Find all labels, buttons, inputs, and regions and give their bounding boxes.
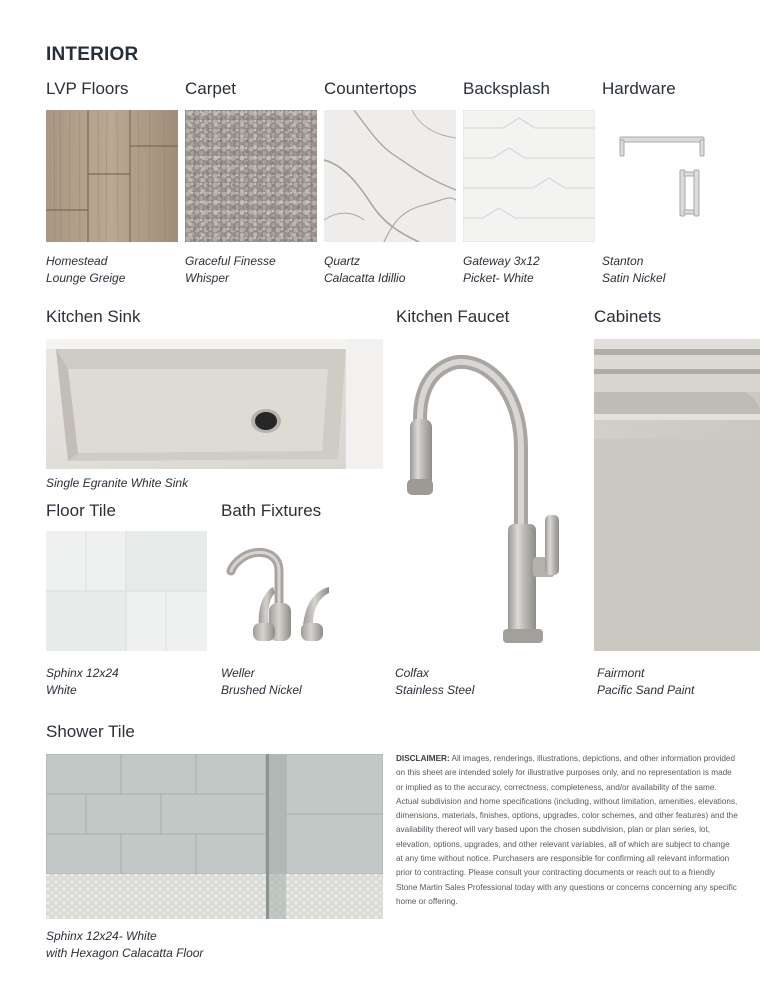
category-countertops: Countertops xyxy=(324,79,417,98)
kitchen-faucet-finish: Stainless Steel xyxy=(395,683,475,697)
category-carpet: Carpet xyxy=(185,79,237,98)
cabinets-color: Pacific Sand Paint xyxy=(597,683,695,697)
carpet-color: Whisper xyxy=(185,271,230,285)
bath-fixtures-finish: Brushed Nickel xyxy=(221,683,302,697)
hardware-caption xyxy=(602,253,665,287)
category-backsplash: Backsplash xyxy=(463,79,550,98)
disclaimer-text: All images, renderings, illustrations, depictions, and other information provided on this sheet are intended solely for illustrative purposes only, and no representation is made or implied as to the accuracy, correctness, completeness, and/or availability of the same. Actual subdivision and home specifications (including, without limitation, amenities, elevations, dimensions, materials, finishes, options, upgrades, color schemes, and other features) and the availability thereof will vary based upon the chosen subdivision, plan or plan series, lot, elevation, options, upgrades, and other relevant variables, all of which are subject to change at any time without notice. Purchasers are responsible for confirming all relevant information prior to contracting. Please consult your contracting documents or reach out to a friendly Stone Martin Sales Professional today with any questions or concerns concerning any specific home or offering. xyxy=(396,754,738,906)
bath-fixtures-name: Weller xyxy=(221,666,255,680)
countertop-color: Calacatta Idillio xyxy=(324,271,406,285)
floor-tile-swatch xyxy=(46,531,207,651)
lvp-floor-color: Lounge Greige xyxy=(46,271,126,285)
category-kitchen-sink: Kitchen Sink xyxy=(46,307,141,326)
category-lvp-floors: LVP Floors xyxy=(46,79,129,98)
floor-tile-color: White xyxy=(46,683,77,697)
kitchen-sink-name: Single Egranite White Sink xyxy=(46,476,189,490)
shower-tile-image xyxy=(46,754,383,919)
countertop-name: Quartz xyxy=(324,254,361,268)
category-bath-fixtures: Bath Fixtures xyxy=(221,501,322,520)
backsplash-name: Gateway 3x12 xyxy=(463,254,540,268)
category-kitchen-faucet: Kitchen Faucet xyxy=(396,307,510,326)
bath-fixture-image xyxy=(221,531,351,651)
kitchen-faucet-image xyxy=(395,339,580,651)
disclaimer xyxy=(396,752,738,909)
hardware-finish: Satin Nickel xyxy=(602,271,666,285)
floor-tile-name: Sphinx 12x24 xyxy=(46,666,119,680)
carpet-caption xyxy=(185,253,276,287)
countertop-caption xyxy=(324,253,405,287)
hardware-swatch xyxy=(602,110,734,242)
backsplash-caption xyxy=(463,253,540,287)
cabinet-swatch xyxy=(594,339,760,651)
category-hardware: Hardware xyxy=(602,79,676,98)
category-floor-tile: Floor Tile xyxy=(46,501,116,520)
kitchen-faucet-name: Colfax xyxy=(395,666,430,680)
backsplash-swatch xyxy=(463,110,595,242)
kitchen-sink-image xyxy=(46,339,383,469)
hardware-name: Stanton xyxy=(602,254,644,268)
carpet-swatch xyxy=(185,110,317,242)
lvp-floor-name: Homestead xyxy=(46,254,108,268)
shower-tile-floor: with Hexagon Calacatta Floor xyxy=(46,946,204,960)
cabinets-caption xyxy=(597,665,694,699)
category-shower-tile: Shower Tile xyxy=(46,722,135,741)
disclaimer-label: DISCLAIMER: xyxy=(396,754,450,763)
lvp-floor-swatch xyxy=(46,110,178,242)
backsplash-color: Picket- White xyxy=(463,271,534,285)
floor-tile-caption xyxy=(46,665,119,699)
bath-fixtures-caption xyxy=(221,665,302,699)
kitchen-faucet-caption xyxy=(395,665,474,699)
category-cabinets: Cabinets xyxy=(594,307,662,326)
shower-tile-name: Sphinx 12x24- White xyxy=(46,929,157,943)
countertop-swatch xyxy=(324,110,456,242)
page-title: INTERIOR xyxy=(46,44,139,65)
shower-tile-caption xyxy=(46,928,203,962)
kitchen-sink-caption xyxy=(46,475,188,492)
cabinets-name: Fairmont xyxy=(597,666,645,680)
carpet-name: Graceful Finesse xyxy=(185,254,276,268)
lvp-floor-caption xyxy=(46,253,125,287)
